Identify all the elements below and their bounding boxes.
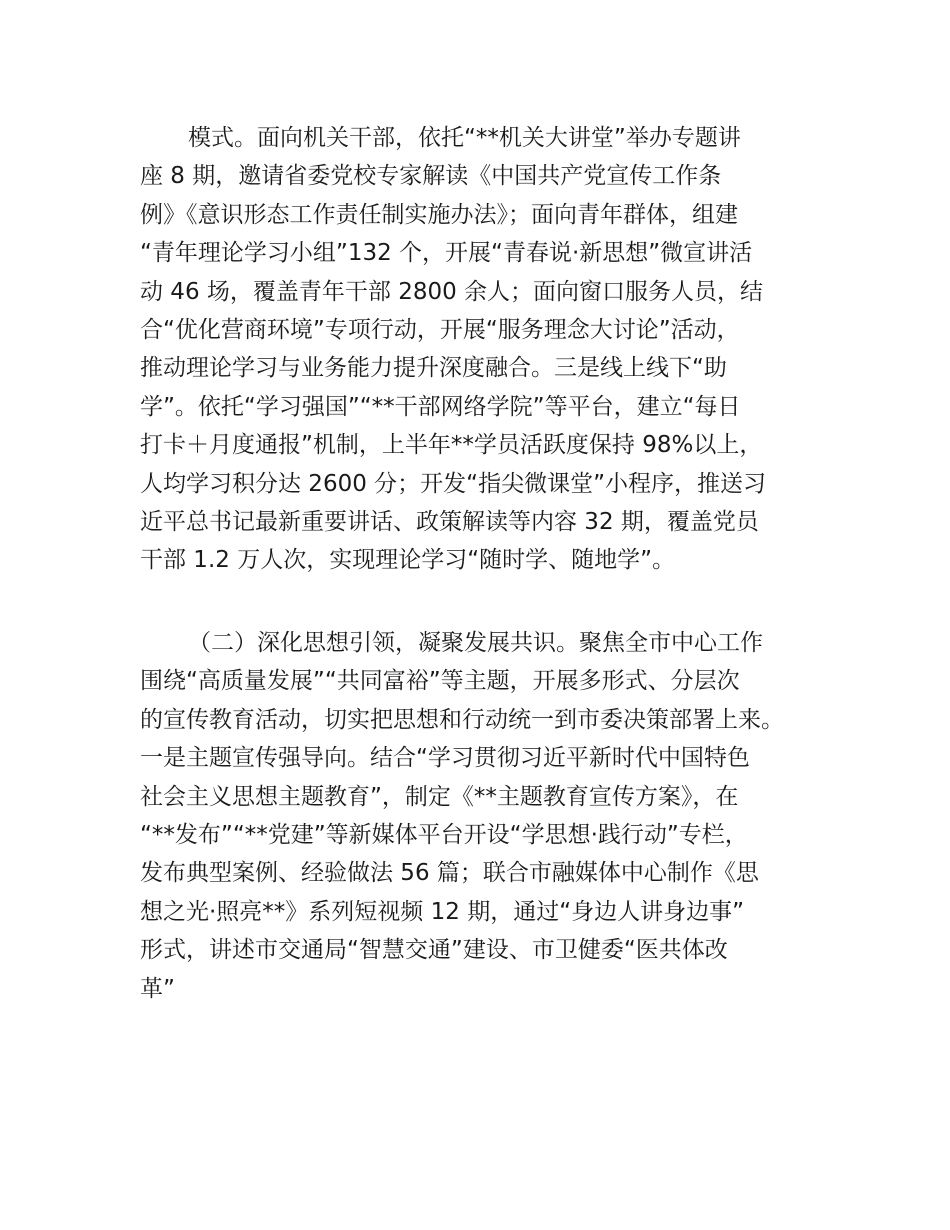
text-line: 动 46 场，覆盖青年干部 2800 余人；面向窗口服务人员，结 [140, 278, 764, 305]
text-line: 一是主题宣传强导向。结合“学习贯彻习近平新时代中国特色 [140, 745, 750, 772]
text-line: （二）深化思想引领，凝聚发展共识。聚焦全市中心工作 [188, 630, 763, 656]
text-line: “**发布”“**党建”等新媒体平台开设“学思想·践行动”专栏， [140, 821, 748, 848]
text-line: 学”。依托“学习强国”“**干部网络学院”等平台，建立“每日 [140, 393, 741, 420]
paragraph-2 [140, 624, 820, 1008]
text-line: 干部 1.2 万人次，实现理论学习“随时学、随地学”。 [140, 547, 676, 574]
text-line: 社会主义思想主题教育”，制定《**主题教育宣传方案》，在 [140, 783, 739, 810]
text-line: 近平总书记最新重要讲话、政策解读等内容 32 期，覆盖党员 [140, 508, 759, 535]
text-line: 想之光·照亮**》系列短视频 12 期，通过“身边人讲身边事” [140, 898, 745, 925]
text-line: 人均学习积分达 2600 分；开发“指尖微课堂”小程序，推送习 [140, 470, 766, 497]
text-line: 推动理论学习与业务能力提升深度融合。三是线上线下“助 [140, 355, 727, 382]
text-line: 模式。面向机关干部，依托“**机关大讲堂”举办专题讲 [188, 125, 741, 151]
text-line: 例》《意识形态工作责任制实施办法》；面向青年群体，组建 [140, 201, 738, 228]
text-line: 革” [140, 975, 175, 1002]
text-line: 打卡＋月度通报”机制，上半年**学员活跃度保持 98%以上， [140, 432, 763, 459]
text-line: 合“优化营商环境”专项行动，开展“服务理念大讨论”活动， [140, 316, 740, 343]
paragraph-1 [140, 119, 820, 580]
text-line: 围绕“高质量发展”“共同富裕”等主题，开展多形式、分层次 [140, 668, 740, 695]
text-line: 发布典型案例、经验做法 56 篇；联合市融媒体中心制作《思 [140, 860, 759, 887]
text-line: “青年理论学习小组”132 个，开展“青春说·新思想”微宣讲活 [140, 240, 753, 267]
text-line: 的宣传教育活动，切实把思想和行动统一到市委决策部署上来。 [140, 706, 784, 733]
text-line: 座 8 期，邀请省委党校专家解读《中国共产党宣传工作条 [140, 163, 722, 190]
text-line: 形式，讲述市交通局“智慧交通”建设、市卫健委“医共体改 [140, 937, 728, 964]
